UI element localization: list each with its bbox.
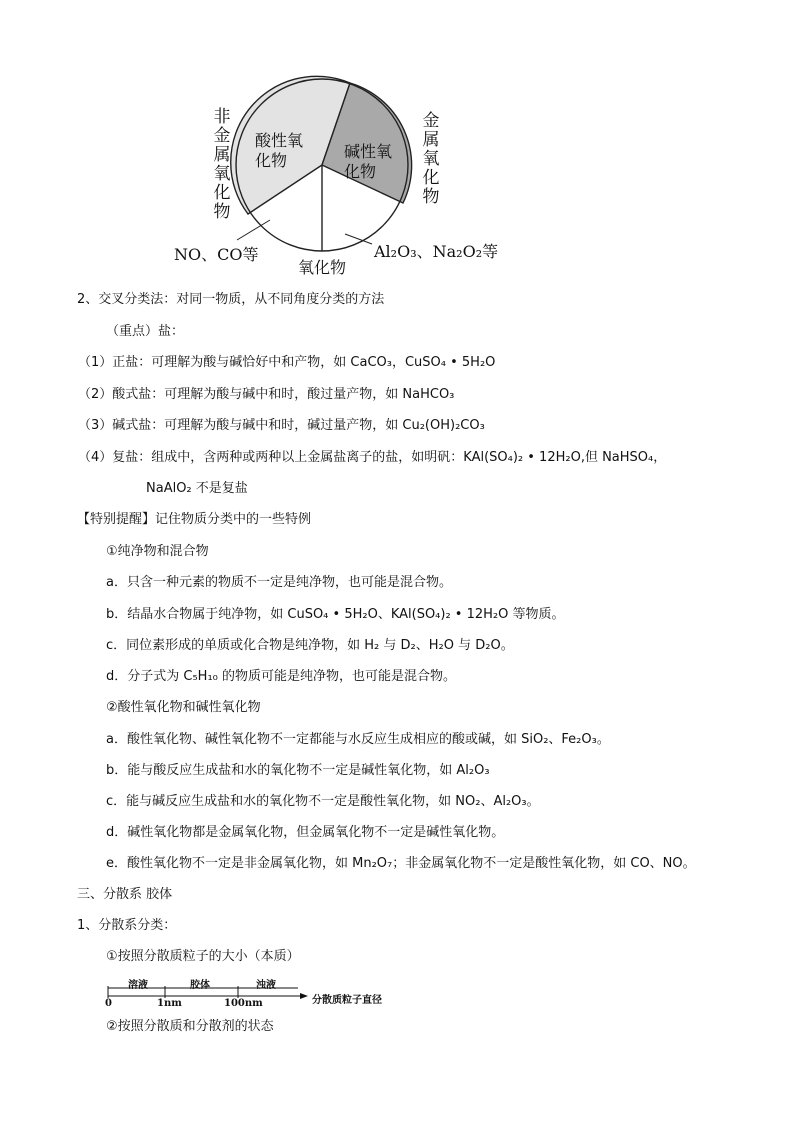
acidic-oxide-label-line1: 酸性氧	[255, 131, 304, 150]
item-c-isotopes: c．同位素形成的单质或化合物是纯净物，如 H₂ 与 D₂、H₂O 与 D₂O。	[106, 638, 514, 653]
solution-segment-label: 溶液	[128, 980, 148, 991]
metal-oxide-label: 金 属 氧 化 物	[422, 111, 440, 207]
double-salt-line: （4）复盐：组成中，含两种或两种以上金属盐离子的盐，如明矾：KAl(SO₄)₂ • 12H₂O,但 NaHSO₄，	[78, 450, 667, 465]
cross-classification-heading: 2、交叉分类法：对同一物质，从不同角度分类的方法	[77, 292, 385, 307]
oxide-classification-diagram	[0, 0, 794, 290]
dispersion-section-heading: 三、分散系 胶体	[77, 887, 173, 902]
acidic-oxide-label-line2: 化物	[255, 151, 288, 170]
tick-label-1nm: 1nm	[157, 998, 182, 1009]
by-particle-size-heading: ①按照分散质粒子的大小（本质）	[106, 949, 300, 964]
nonmetal-oxide-label: 非 金 属 氧 化 物	[213, 107, 231, 222]
acid-salt-line: （2）酸式盐：可理解为酸与碱中和时，酸过量产物，如 NaHCO₃	[78, 387, 455, 402]
salt-subheading: （重点）盐：	[106, 324, 185, 339]
suspension-segment-label: 浊液	[256, 980, 276, 991]
special-reminder-heading: 【特别提醒】记住物质分类中的一些特例	[77, 512, 312, 527]
tick-label-100nm: 100nm	[224, 998, 263, 1009]
acid-basic-oxide-heading: ②酸性氧化物和碱性氧化物	[106, 700, 261, 715]
neutral-oxide-examples: NO、CO等	[174, 245, 259, 264]
dispersion-classification-heading: 1、分散系分类：	[77, 918, 177, 933]
by-state-heading: ②按照分散质和分散剂的状态	[106, 1019, 274, 1034]
oxide-item-b: b．能与酸反应生成盐和水的氧化物不一定是碱性氧化物，如 Al₂O₃	[106, 763, 490, 778]
scale-axis-label: 分散质粒子直径	[312, 995, 382, 1006]
basic-oxide-label-line1: 碱性氧	[344, 142, 393, 161]
tick-label-0: 0	[105, 998, 112, 1009]
basic-oxide-label-line2: 化物	[344, 162, 377, 181]
item-a-single-element: a．只含一种元素的物质不一定是纯净物，也可能是混合物。	[106, 575, 452, 590]
colloid-segment-label: 胶体	[190, 980, 210, 991]
double-salt-continuation: NaAlO₂ 不是复盐	[146, 481, 248, 496]
item-b-hydrates: b．结晶水合物属于纯净物，如 CuSO₄ • 5H₂O、KAl(SO₄)₂ • 12H₂O 等物质。	[106, 607, 565, 622]
oxide-caption: 氧化物	[298, 258, 347, 277]
oxide-item-d: d．碱性氧化物都是金属氧化物，但金属氧化物不一定是碱性氧化物。	[106, 825, 505, 840]
normal-salt-line: （1）正盐：可理解为酸与碱恰好中和产物，如 CaCO₃，CuSO₄ • 5H₂O	[78, 355, 496, 370]
basic-salt-line: （3）碱式盐：可理解为酸与碱中和时，碱过量产物，如 Cu₂(OH)₂CO₃	[78, 418, 485, 433]
item-d-c5h10: d．分子式为 C₅H₁₀ 的物质可能是纯净物，也可能是混合物。	[106, 669, 457, 684]
oxide-item-a: a．酸性氧化物、碱性氧化物不一定都能与水反应生成相应的酸或碱，如 SiO₂、Fe₂O₃。	[106, 732, 610, 747]
pure-vs-mixture-heading: ①纯净物和混合物	[106, 544, 209, 559]
oxide-item-c: c．能与碱反应生成盐和水的氧化物不一定是酸性氧化物，如 NO₂、Al₂O₃。	[106, 794, 540, 809]
oxide-item-e: e．酸性氧化物不一定是非金属氧化物，如 Mn₂O₇；非金属氧化物不一定是酸性氧化物，如 CO、NO。	[106, 856, 696, 871]
amphoteric-oxide-examples: Al₂O₃、Na₂O₂等	[374, 242, 499, 261]
scale-arrowhead	[300, 993, 308, 999]
